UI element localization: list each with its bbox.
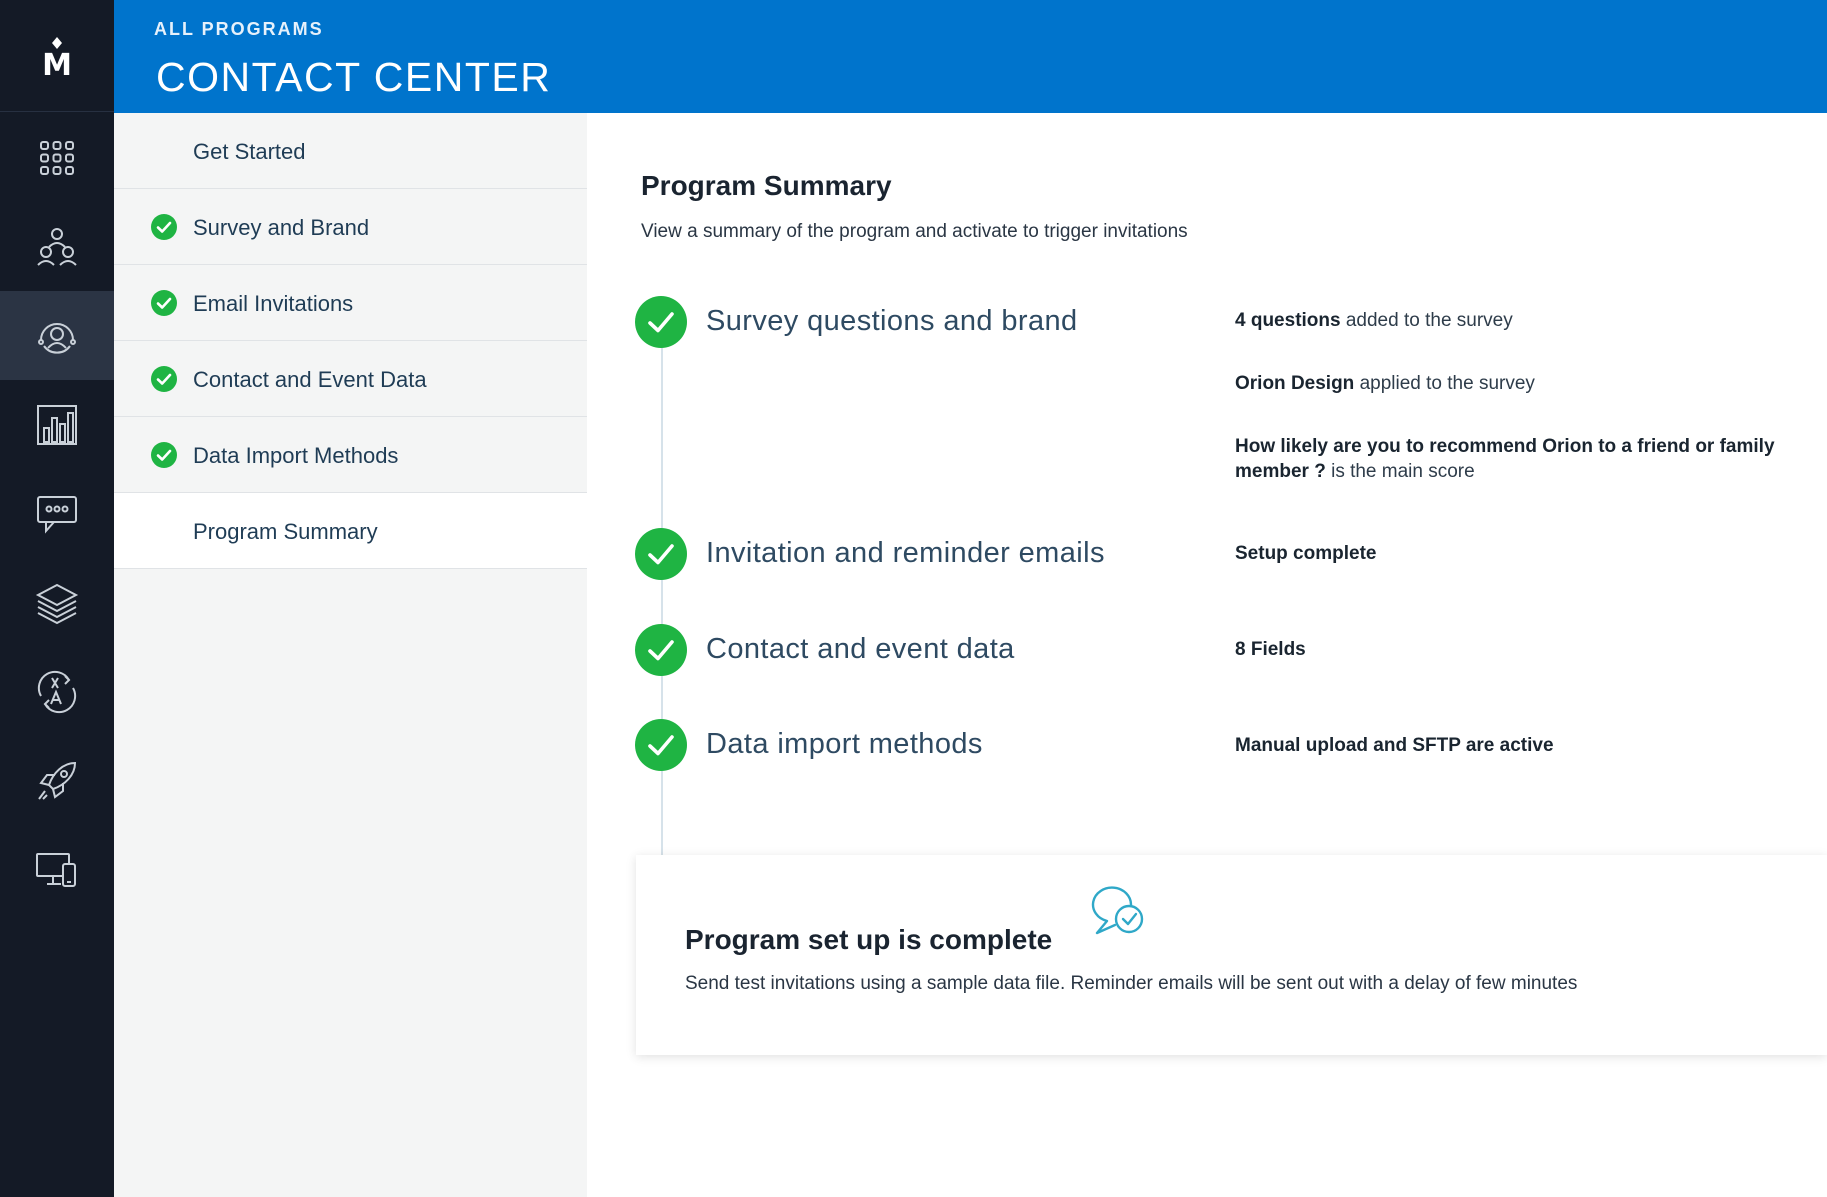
step-label-survey: Survey questions and brand bbox=[706, 305, 1078, 337]
apps-grid-icon bbox=[37, 138, 77, 178]
nav-item-program-summary[interactable] bbox=[114, 493, 587, 569]
nav-item-label: Data Import Methods bbox=[193, 443, 399, 468]
section-title: Program Summary bbox=[641, 170, 892, 201]
rail-translate-button[interactable] bbox=[0, 647, 114, 736]
breadcrumb-all-programs[interactable]: ALL PROGRAMS bbox=[154, 19, 324, 39]
step-label-emails: Invitation and reminder emails bbox=[706, 537, 1105, 569]
nav-item-label: Get Started bbox=[193, 139, 306, 164]
svg-text:M: M bbox=[42, 47, 72, 77]
rail-devices-button[interactable] bbox=[0, 825, 114, 914]
rail-users-button[interactable] bbox=[0, 202, 114, 291]
step-detail-emails: Setup complete bbox=[1235, 543, 1377, 564]
setup-complete-card bbox=[636, 855, 1827, 1055]
app-logo[interactable] bbox=[0, 0, 114, 112]
check-circle-icon bbox=[635, 296, 687, 348]
chat-bubble-icon bbox=[36, 494, 78, 534]
check-circle-icon bbox=[635, 528, 687, 580]
card-description: Send test invitations using a sample data file. Reminder emails will be sent out with a delay of few minutes bbox=[685, 973, 1578, 994]
users-icon bbox=[35, 225, 79, 269]
check-circle-icon bbox=[151, 366, 177, 392]
bar-chart-icon bbox=[36, 404, 78, 446]
page-title: CONTACT CENTER bbox=[156, 54, 552, 100]
check-circle-icon bbox=[151, 290, 177, 316]
rail-analytics-button[interactable] bbox=[0, 380, 114, 469]
program-summary-panel bbox=[587, 113, 1827, 1197]
step-label-import-methods: Data import methods bbox=[706, 728, 983, 760]
translate-icon bbox=[35, 670, 79, 714]
rocket-icon bbox=[35, 759, 79, 803]
rail-layers-button[interactable] bbox=[0, 558, 114, 647]
check-circle-icon bbox=[151, 214, 177, 240]
rail-launch-button[interactable] bbox=[0, 736, 114, 825]
check-circle-icon bbox=[635, 719, 687, 771]
section-subtitle: View a summary of the program and activate to trigger invitations bbox=[641, 221, 1188, 242]
nav-item-data-import-methods[interactable] bbox=[114, 417, 587, 493]
nav-item-survey-and-brand[interactable] bbox=[114, 189, 587, 265]
devices-icon bbox=[35, 850, 79, 890]
step-detail-fields: 8 Fields bbox=[1235, 639, 1306, 660]
page-header bbox=[114, 0, 1827, 113]
check-circle-icon bbox=[635, 624, 687, 676]
nav-item-contact-and-event-data[interactable] bbox=[114, 341, 587, 417]
timeline-connector bbox=[661, 323, 663, 863]
step-detail-design: Orion Design applied to the survey bbox=[1235, 373, 1535, 394]
step-detail-import-methods: Manual upload and SFTP are active bbox=[1235, 735, 1554, 756]
nav-item-get-started[interactable] bbox=[114, 113, 587, 189]
logo-icon bbox=[37, 35, 77, 77]
icon-rail bbox=[0, 0, 114, 1197]
step-label-contact-data: Contact and event data bbox=[706, 633, 1015, 665]
check-circle-icon bbox=[151, 442, 177, 468]
contact-center-icon bbox=[35, 314, 79, 358]
nav-item-label: Survey and Brand bbox=[193, 215, 370, 240]
program-setup-nav bbox=[114, 113, 587, 1197]
rail-apps-button[interactable] bbox=[0, 113, 114, 202]
nav-item-label: Contact and Event Data bbox=[193, 367, 427, 392]
nav-item-email-invitations[interactable] bbox=[114, 265, 587, 341]
nav-item-label: Program Summary bbox=[193, 519, 378, 544]
step-detail-questions: 4 questions added to the survey bbox=[1235, 310, 1513, 331]
nav-item-label: Email Invitations bbox=[193, 291, 354, 316]
card-title: Program set up is complete bbox=[685, 924, 1053, 955]
layers-icon bbox=[35, 581, 79, 625]
rail-messages-button[interactable] bbox=[0, 469, 114, 558]
step-detail-main-score: How likely are you to recommend Orion to a friend or family member ? is the main score bbox=[1235, 436, 1775, 482]
chat-check-icon bbox=[1091, 885, 1147, 939]
rail-contact-center-button[interactable] bbox=[0, 291, 114, 380]
